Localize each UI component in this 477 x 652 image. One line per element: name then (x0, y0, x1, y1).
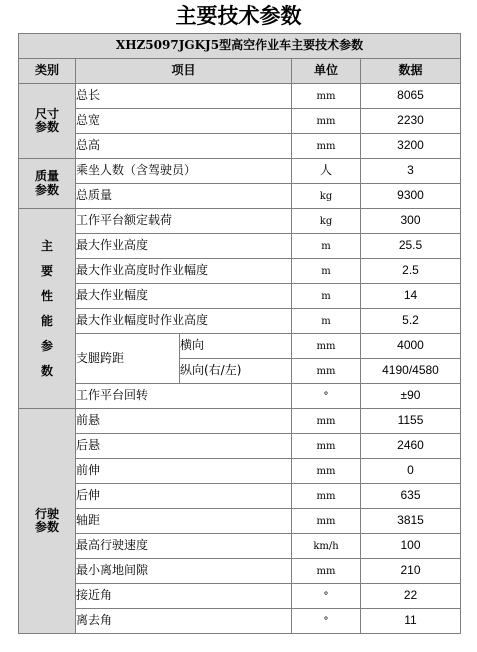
table-row (19, 284, 461, 309)
outrigger-span-label: 支腿跨距 (76, 334, 180, 384)
page-title: 主要技术参数 (175, 4, 302, 28)
row-value: 2460 (361, 434, 461, 459)
row-value: 3 (361, 159, 461, 184)
table-row (19, 109, 461, 134)
row-value: 4000 (361, 334, 461, 359)
row-unit: m (292, 234, 361, 259)
table-row (19, 559, 461, 584)
category-char: 参 (40, 338, 53, 353)
row-value: 210 (361, 559, 461, 584)
row-unit: m (292, 259, 361, 284)
header-item: 项目 (76, 59, 292, 84)
category-char: 能 (40, 313, 53, 328)
spec-table (18, 33, 461, 634)
row-item: 工作平台回转 (76, 384, 292, 409)
category-char: 要 (40, 263, 53, 278)
caption-row (19, 34, 461, 59)
row-value: 2230 (361, 109, 461, 134)
row-item: 前悬 (76, 409, 292, 434)
row-unit: mm (292, 109, 361, 134)
category-line: 参数 (34, 120, 59, 134)
table-row (19, 484, 461, 509)
row-item: 前伸 (76, 459, 292, 484)
row-item: 后伸 (76, 484, 292, 509)
row-item: 轴距 (76, 509, 292, 534)
table-row (19, 384, 461, 409)
table-row (19, 159, 461, 184)
row-unit: mm (292, 84, 361, 109)
row-value: 100 (361, 534, 461, 559)
row-item: 工作平台额定载荷 (76, 209, 292, 234)
row-value: ±90 (361, 384, 461, 409)
table-caption: XHZ5097JGKJ5型高空作业车主要技术参数 (19, 34, 461, 59)
row-item: 乘坐人数（含驾驶员） (76, 159, 292, 184)
category-size (19, 84, 76, 159)
table-row (19, 609, 461, 634)
row-item: 最大作业高度时作业幅度 (76, 259, 292, 284)
row-item: 最大作业高度 (76, 234, 292, 259)
row-value: 3200 (361, 134, 461, 159)
header-category: 类别 (19, 59, 76, 84)
row-item: 最大作业幅度 (76, 284, 292, 309)
row-item: 总质量 (76, 184, 292, 209)
row-unit: mm (292, 559, 361, 584)
row-value: 25.5 (361, 234, 461, 259)
table-row (19, 134, 461, 159)
table-row (19, 234, 461, 259)
row-value: 4190/4580 (361, 359, 461, 384)
row-unit: mm (292, 434, 361, 459)
row-value: 11 (361, 609, 461, 634)
category-line: 参数 (34, 520, 59, 534)
row-unit: m (292, 284, 361, 309)
row-value: 5.2 (361, 309, 461, 334)
row-value: 635 (361, 484, 461, 509)
row-value: 22 (361, 584, 461, 609)
row-unit: mm (292, 409, 361, 434)
header-unit: 单位 (292, 59, 361, 84)
row-item: 总长 (76, 84, 292, 109)
table-row (19, 584, 461, 609)
outrigger-sub-label: 横向 (180, 334, 292, 359)
row-item: 最大作业幅度时作业高度 (76, 309, 292, 334)
category-mass (19, 159, 76, 209)
table-row (19, 509, 461, 534)
row-item: 后悬 (76, 434, 292, 459)
row-value: 2.5 (361, 259, 461, 284)
row-unit: mm (292, 334, 361, 359)
row-value: 0 (361, 459, 461, 484)
row-item: 最小离地间隙 (76, 559, 292, 584)
row-item: 最高行驶速度 (76, 534, 292, 559)
table-row (19, 84, 461, 109)
category-char: 性 (40, 288, 53, 303)
table-row (19, 259, 461, 284)
category-line: 尺寸 (34, 106, 59, 121)
table-row (19, 209, 461, 234)
row-item: 总宽 (76, 109, 292, 134)
row-unit: m (292, 309, 361, 334)
row-value: 3815 (361, 509, 461, 534)
row-unit: kg (292, 184, 361, 209)
outrigger-sub-label: 纵向(右/左) (180, 359, 292, 384)
table-row (19, 334, 461, 359)
category-line: 参数 (34, 182, 59, 197)
row-value: 1155 (361, 409, 461, 434)
category-driving (19, 409, 76, 634)
table-row (19, 309, 461, 334)
row-unit: ° (292, 384, 361, 409)
category-char: 主 (40, 238, 53, 253)
category-char: 数 (40, 363, 53, 378)
row-unit: kg (292, 209, 361, 234)
table-row (19, 434, 461, 459)
row-unit: mm (292, 459, 361, 484)
category-line: 行驶 (34, 506, 59, 521)
row-unit: km/h (292, 534, 361, 559)
row-value: 300 (361, 209, 461, 234)
row-value: 9300 (361, 184, 461, 209)
row-unit: mm (292, 134, 361, 159)
row-item: 离去角 (76, 609, 292, 634)
category-performance (19, 209, 76, 409)
row-unit: ° (292, 609, 361, 634)
table-row (19, 409, 461, 434)
row-unit: mm (292, 509, 361, 534)
row-unit: mm (292, 484, 361, 509)
category-line: 质量 (34, 169, 59, 184)
row-unit: ° (292, 584, 361, 609)
row-unit: mm (292, 359, 361, 384)
row-value: 8065 (361, 84, 461, 109)
header-row (19, 59, 461, 84)
table-row (19, 534, 461, 559)
table-row (19, 184, 461, 209)
row-item: 接近角 (76, 584, 292, 609)
row-item: 总高 (76, 134, 292, 159)
table-row (19, 459, 461, 484)
header-value: 数据 (361, 59, 461, 84)
row-unit: 人 (292, 159, 361, 184)
row-value: 14 (361, 284, 461, 309)
